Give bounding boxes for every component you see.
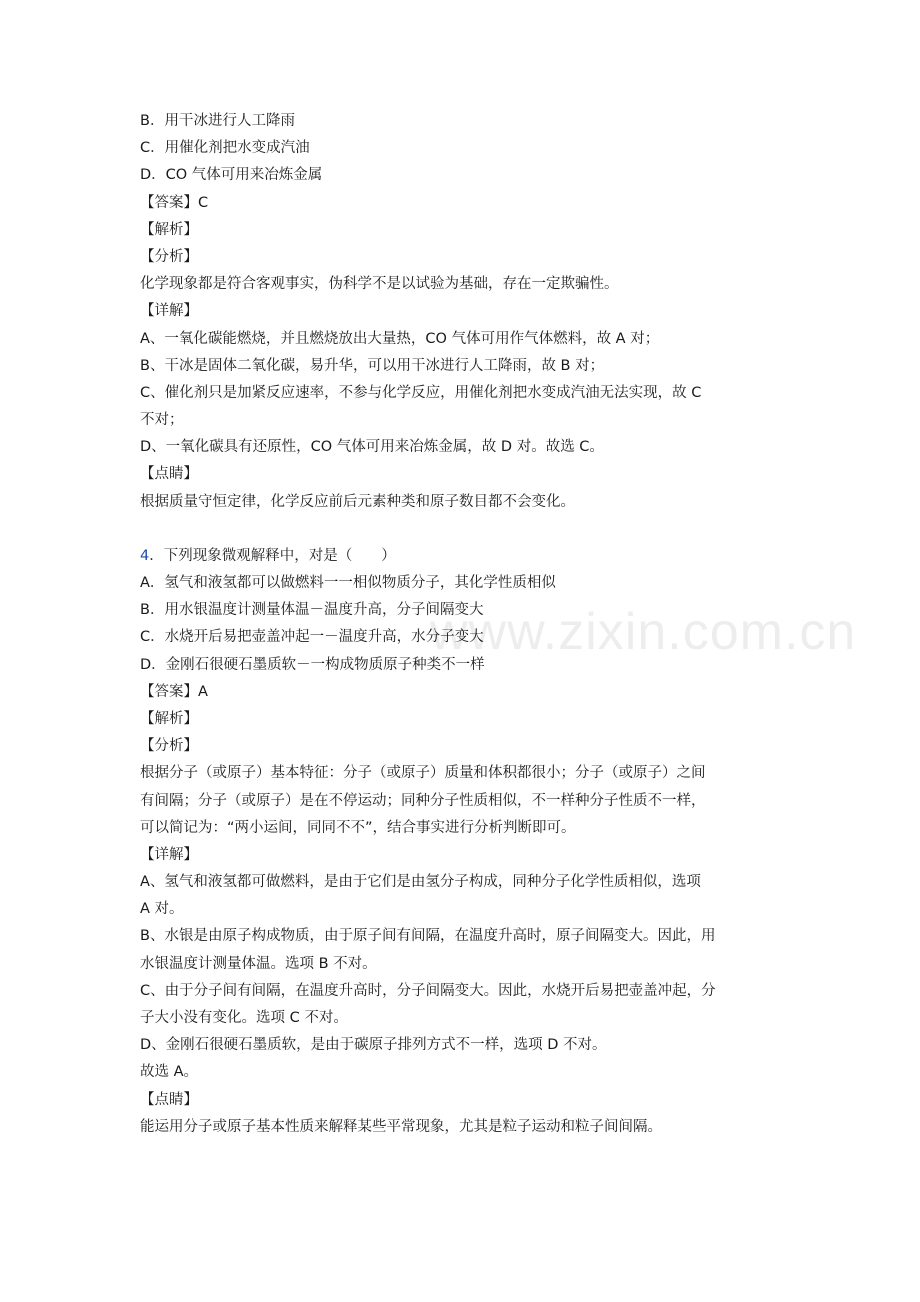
q4-option-a: A．氢气和液氢都可以做燃料一一相似物质分子，其化学性质相似 — [140, 575, 556, 591]
q4-detail-line: 子大小没有变化。选项 C 不对。 — [140, 1010, 348, 1026]
q4-detail-line: 水银温度计测量体温。选项 B 不对。 — [140, 955, 377, 972]
q4-detail-line: C、由于分子间有间隔，在温度升高时，分子间隔变大。因此，水烧开后易把壶盖冲起，分 — [140, 982, 716, 999]
q4-question-text: ．下列现象微观解释中，对是（ ） — [149, 547, 396, 564]
watermark: www.zixin.com.cn — [430, 603, 857, 661]
q4-detail-line: A 对。 — [140, 901, 184, 918]
q4-fenxi-heading: 【分析】 — [140, 738, 198, 755]
q3-detail-line: B、干冰是固体二氧化碳，易升华，可以用干冰进行人工降雨，故 B 对； — [140, 357, 605, 374]
q3-option-d: D．CO 气体可用来冶炼金属 — [140, 167, 323, 184]
q3-detail-line: D、一氧化碳具有还原性，CO 气体可用来冶炼金属，故 D 对。故选 C。 — [140, 439, 604, 456]
q4-analysis-line: 根据分子（或原子）基本特征：分子（或原子）质量和体积都很小；分子（或原子）之间 — [140, 765, 706, 782]
q4-option-b: B．用水银温度计测量体温－温度升高，分子间隔变大 — [140, 602, 484, 619]
q4-detail-line: D、金刚石很硬石墨质软，是由于碳原子排列方式不一样，选项 D 不对。 — [140, 1037, 607, 1054]
section-spacer — [140, 516, 790, 543]
q3-detail-line: A、一氧化碳能燃烧，并且燃烧放出大量热，CO 气体可用作气体燃料，故 A 对； — [140, 330, 660, 347]
q3-detail-line: C、催化剂只是加紧反应速率，不参与化学反应，用催化剂把水变成汽油无法实现，故 C — [140, 384, 702, 401]
q4-answer: 【答案】A — [140, 683, 208, 700]
q4-dianjing-heading: 【点睛】 — [140, 1091, 198, 1108]
q3-fenxi-heading: 【分析】 — [140, 248, 198, 265]
q3-option-b: B．用干冰进行人工降雨 — [140, 113, 295, 129]
q4-number: 4 — [140, 547, 150, 564]
q4-question — [140, 543, 790, 570]
q4-analysis-line: 可以简记为：“两小运间，同同不不”，结合事实进行分析判断即可。 — [140, 819, 576, 836]
q4-option-c: C．水烧开后易把壶盖冲起一－温度升高，水分子变大 — [140, 629, 484, 646]
q4-remark: 能运用分子或原子基本性质来解释某些平常现象，尤其是粒子运动和粒子间间隔。 — [140, 1118, 662, 1135]
q4-xiangjie-heading: 【详解】 — [140, 846, 198, 863]
q4-option-d: D．金刚石很硬石墨质软－一构成物质原子种类不一样 — [140, 656, 485, 673]
q4-detail-line: 故选 A。 — [140, 1064, 199, 1081]
q3-dianjing-heading: 【点睛】 — [140, 466, 198, 483]
q4-detail-line: A、氢气和液氢都可做燃料，是由于它们是由氢分子构成，同种分子化学性质相似，选项 — [140, 874, 701, 891]
q3-detail-line: 不对； — [140, 412, 184, 429]
q4-jiexi-heading: 【解析】 — [140, 710, 198, 727]
q3-jiexi-heading: 【解析】 — [140, 221, 198, 238]
q4-detail-line: B、水银是由原子构成物质，由于原子间有间隔，在温度升高时，原子间隔变大。因此，用 — [140, 928, 716, 945]
q3-remark: 根据质量守恒定律，化学反应前后元素种类和原子数目都不会变化。 — [140, 493, 575, 510]
q3-option-c: C．用催化剂把水变成汽油 — [140, 140, 310, 157]
q4-analysis-line: 有间隔；分子（或原子）是在不停运动；同种分子性质相似，不一样种分子性质不一样， — [140, 792, 706, 809]
q3-xiangjie-heading: 【详解】 — [140, 303, 198, 320]
q3-analysis: 化学现象都是符合客观事实，伪科学不是以试验为基础，存在一定欺骗性。 — [140, 276, 619, 293]
q3-answer: 【答案】C — [140, 194, 209, 211]
